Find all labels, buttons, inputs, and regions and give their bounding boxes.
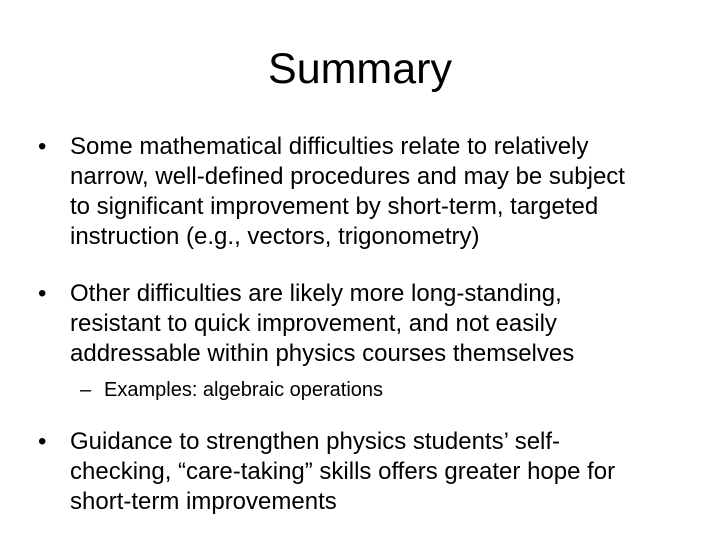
sub-bullet-text: Examples: algebraic operations bbox=[104, 379, 384, 401]
bullet-marker: • bbox=[38, 133, 47, 160]
bullet-marker: • bbox=[38, 280, 47, 307]
bullet-marker: • bbox=[38, 428, 47, 455]
bullet-text-3: Guidance to strengthen physics students’ self- checking, “care-taking” skills offers greater hope for short-term improvements bbox=[70, 428, 616, 515]
sub-bullet-marker: – bbox=[80, 379, 92, 401]
bullet-text-1: Some mathematical difficulties relate to relatively narrow, well-defined procedures and may be subject to significant improvement by short-term, targeted instruction (e.g., vectors, trigonometry) bbox=[70, 133, 625, 250]
slide-title: Summary bbox=[268, 45, 452, 93]
bullet-text-2: Other difficulties are likely more long-standing, resistant to quick improvement, and not easily addressable within physics courses themselves bbox=[70, 280, 575, 367]
